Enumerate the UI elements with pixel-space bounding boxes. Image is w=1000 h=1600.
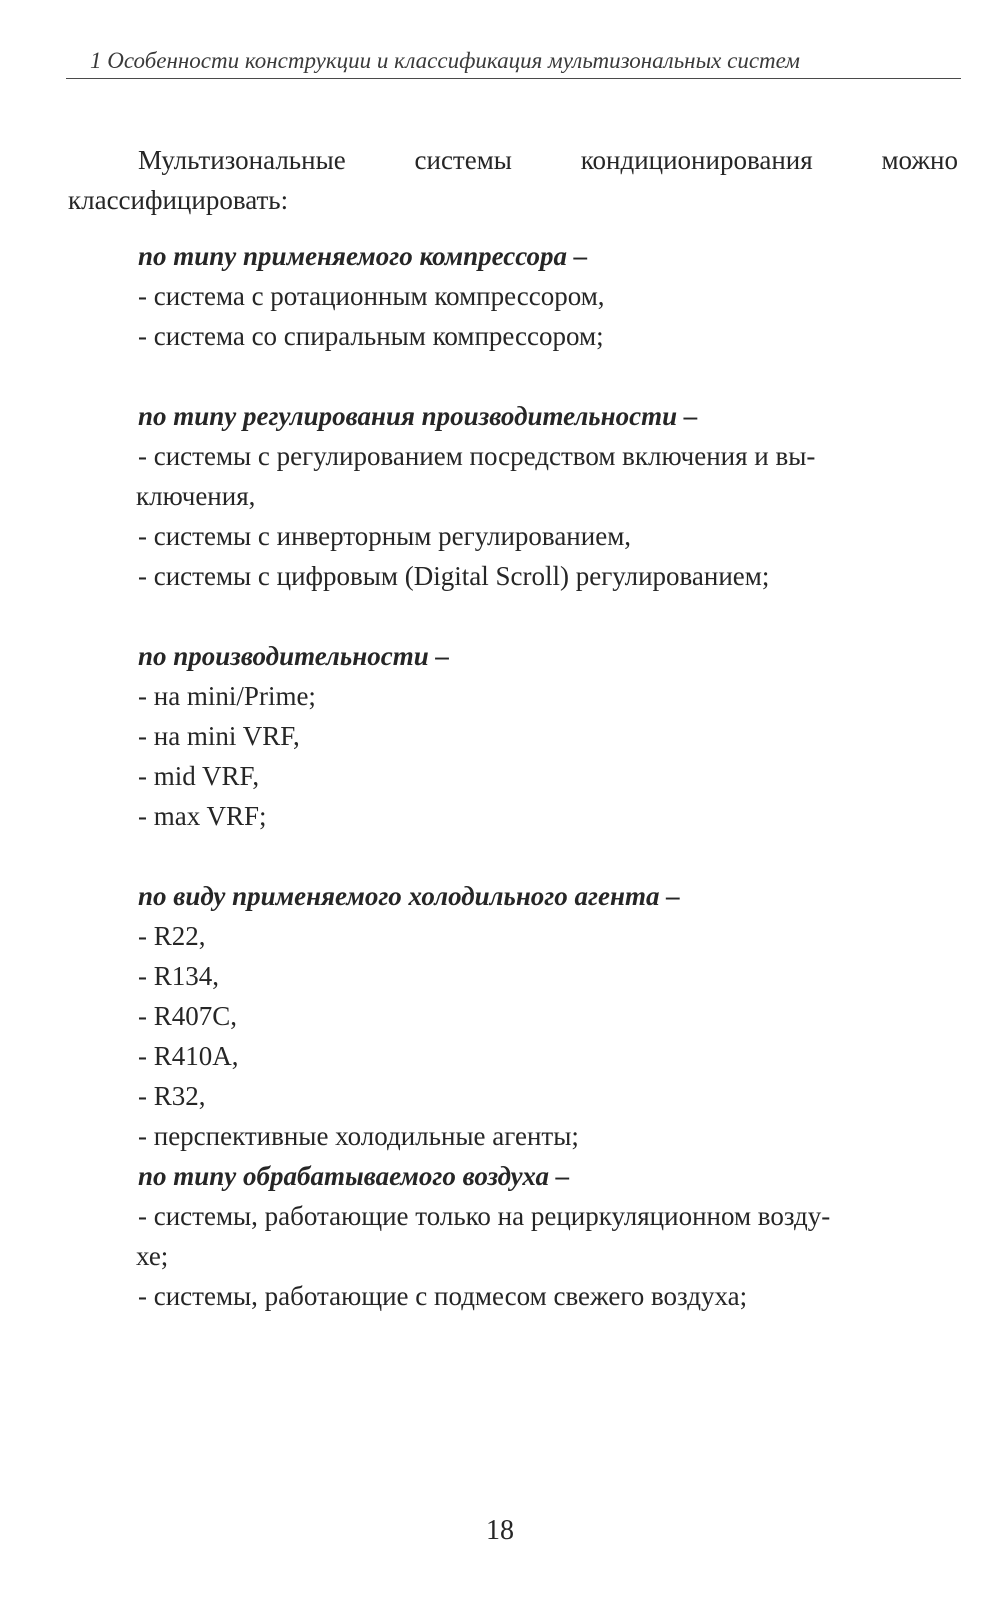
intro-line-1 xyxy=(68,140,958,180)
classification-list xyxy=(138,236,938,1316)
list-item: - на mini VRF, xyxy=(138,721,300,751)
section-heading-regulation: по типу регулирования производительности – xyxy=(138,401,698,431)
list-item: - системы с инверторным регулированием, xyxy=(138,521,632,551)
list-item: - R134, xyxy=(138,961,219,991)
section-gap xyxy=(138,836,938,876)
list-item: - система с ротационным компрессором, xyxy=(138,281,605,311)
page-number: 18 xyxy=(486,1515,514,1546)
intro-word: системы xyxy=(414,145,512,175)
intro-line-2: классифицировать: xyxy=(68,185,289,215)
list-item: - система со спиральным компрессором; xyxy=(138,321,604,351)
list-item: - перспективные холодильные агенты; xyxy=(138,1121,579,1151)
list-item: - системы, работающие только на рециркуляционном возду- xyxy=(138,1201,831,1231)
intro-word: кондиционирования xyxy=(580,145,813,175)
list-item: - R22, xyxy=(138,921,206,951)
section-heading-air: по типу обрабатываемого воздуха – xyxy=(138,1161,570,1191)
section-heading-refrigerant: по виду применяемого холодильного агента – xyxy=(138,881,680,911)
list-item: - на mini/Prime; xyxy=(138,681,316,711)
list-item: - системы с регулированием посредством включения и вы- xyxy=(138,441,816,471)
intro-paragraph xyxy=(68,140,958,220)
section-heading-compressor: по типу применяемого компрессора – xyxy=(138,241,588,271)
list-item: - системы, работающие с подмесом свежего воздуха; xyxy=(138,1281,748,1311)
list-item: - R407C, xyxy=(138,1001,238,1031)
intro-word: можно xyxy=(881,145,958,175)
section-gap xyxy=(138,596,938,636)
section-gap xyxy=(138,356,938,396)
header-divider xyxy=(66,78,961,79)
list-item: - системы с цифровым (Digital Scroll) регулированием; xyxy=(138,561,770,591)
list-item: - R410A, xyxy=(138,1041,239,1071)
list-item-continuation: хе; xyxy=(136,1241,169,1271)
list-item: - max VRF; xyxy=(138,801,267,831)
list-item-continuation: ключения, xyxy=(136,481,256,511)
intro-word: Мультизональные xyxy=(138,145,346,175)
section-heading-capacity: по производительности – xyxy=(138,641,449,671)
list-item: - mid VRF, xyxy=(138,761,260,791)
list-item: - R32, xyxy=(138,1081,206,1111)
running-header: 1 Особенности конструкции и классификация мультизональных систем xyxy=(90,48,800,73)
